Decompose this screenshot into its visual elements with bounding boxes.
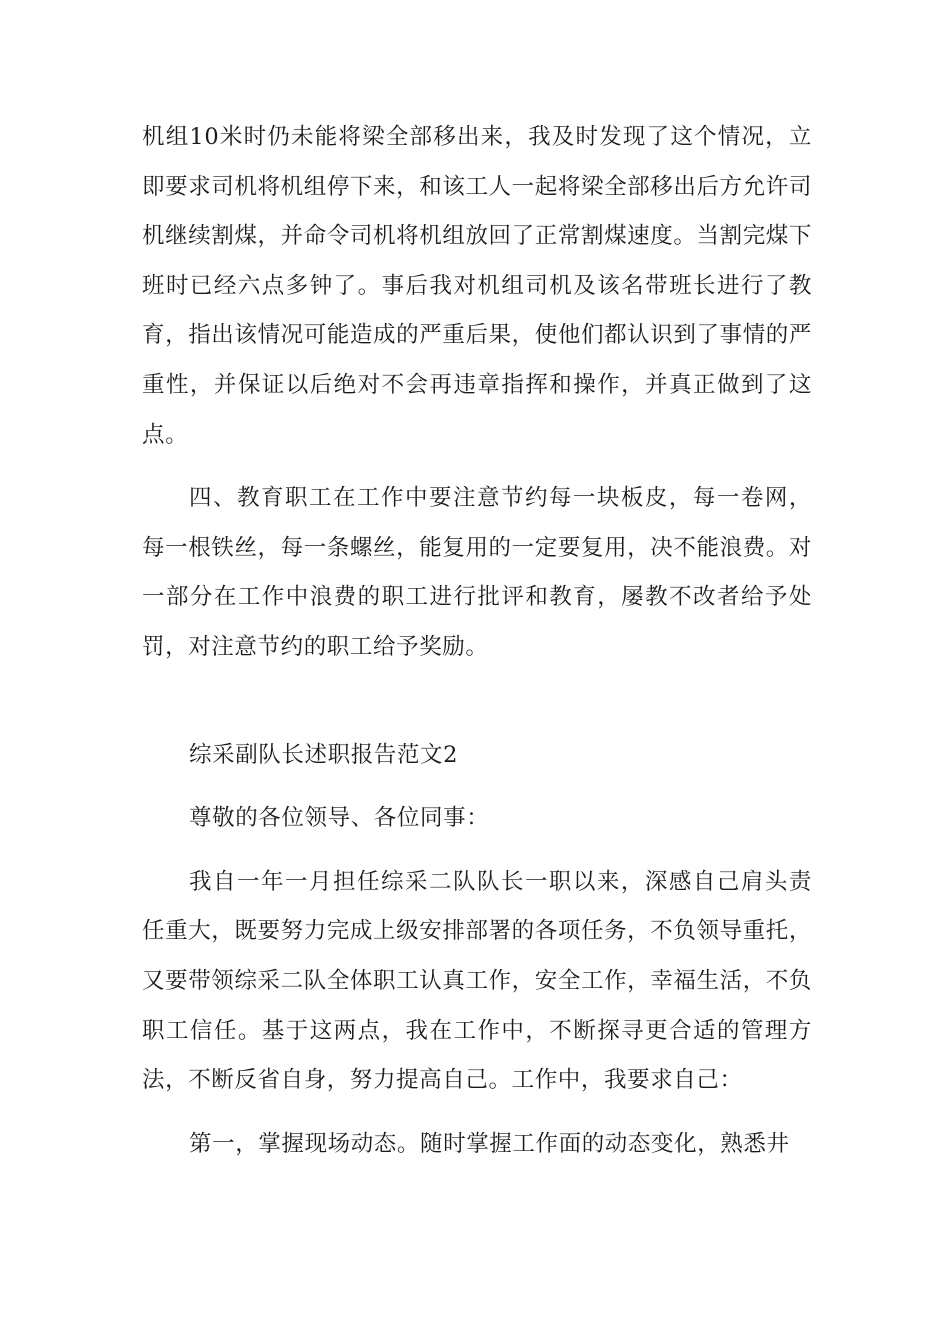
paragraph-section-four: 四、教育职工在工作中要注意节约每一块板皮，每一卷网，每一根铁丝，每一条螺丝，能复用的一定要复用，决不能浪费。对一部分在工作中浪费的职工进行批评和教育，屡教不改者给予处罚，对注意节约的职工给予奖励。: [142, 485, 812, 660]
paragraph-intro: 我自一年一月担任综采二队队长一职以来，深感自己肩头责任重大，既要努力完成上级安排部署的各项任务，不负领导重托，又要带领综采二队全体职工认真工作，安全工作，幸福生活，不负职工信任。基于这两点，我在工作中，不断探寻更合适的管理方法，不断反省自身，努力提高自己。工作中，我要求自己：: [142, 868, 812, 1094]
paragraph-first-point: 第一，掌握现场动态。随时掌握工作面的动态变化，熟悉井: [189, 1130, 790, 1157]
paragraph-continuation: 机组10米时仍未能将梁全部移出来，我及时发现了这个情况，立即要求司机将机组停下来，和该工人一起将梁全部移出后方允许司机继续割煤，并命令司机将机组放回了正常割煤速度。当割完煤下班时已经六点多钟了。事后我对机组司机及该名带班长进行了教育，指出该情况可能造成的严重后果，使他们都认识到了事情的严重性，并保证以后绝对不会再违章指挥和操作，并真正做到了这点。: [142, 124, 812, 448]
section-title: 综采副队长述职报告范文2: [189, 741, 459, 768]
document-body: [142, 113, 812, 1169]
salutation: 尊敬的各位领导、各位同事：: [189, 805, 490, 832]
